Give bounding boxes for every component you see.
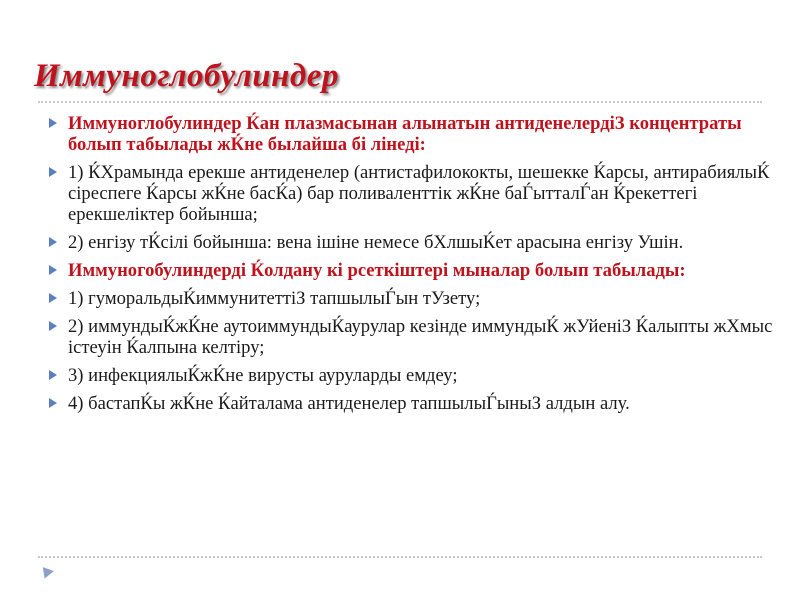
list-item — [48, 260, 790, 281]
list-item — [48, 288, 790, 309]
navigation-arrow-icon[interactable] — [38, 563, 54, 578]
triangle-bullet-icon — [49, 293, 57, 303]
footer-divider — [38, 556, 762, 558]
triangle-bullet-icon — [49, 370, 57, 380]
bullet-list — [48, 113, 790, 421]
list-item-text: 3) инфекциялыЌжЌне вирусты ауруларды емдеу; — [68, 365, 458, 386]
list-item-text: 1) ЌХрамында ерекше антиденелер (антистафилококты, шешекке Ќарсы, антирабиялыЌ сіреспеге Ќарсы жЌне басЌа) бар поливаленттік жЌне баЃытталЃан Ќрекеттегі ерекшеліктер бойынша; — [68, 162, 770, 225]
triangle-bullet-icon — [49, 398, 57, 408]
list-item — [48, 232, 790, 253]
list-item-text: 2) иммундыЌжЌне аутоиммундыЌаурулар кезінде иммундыЌ жУйеніЗ Ќалыпты жХмыс істеуін Ќалпына келтіру; — [68, 316, 773, 358]
list-item-text: Иммуногобулиндерді Ќолдану кі рсеткіштері мыналар болып табылады: — [68, 260, 686, 281]
list-item — [48, 113, 790, 155]
list-item — [48, 393, 790, 414]
list-item-text: 4) бастапЌы жЌне Ќайталама антиденелер тапшылыЃыныЗ алдын алу. — [68, 393, 630, 414]
list-item-text: 2) енгізу тЌсілі бойынша: вена ішіне немесе бХлшыЌет арасына енгізу Ушін. — [68, 232, 684, 253]
triangle-bullet-icon — [49, 118, 57, 128]
list-item — [48, 162, 790, 225]
triangle-bullet-icon — [49, 265, 57, 275]
triangle-bullet-icon — [49, 167, 57, 177]
list-item-text: Иммуноглобулиндер Ќан плазмасынан алынатын антиденелердіЗ концентраты болып табылады жЌне былайша бі лінеді: — [68, 113, 742, 155]
triangle-bullet-icon — [49, 237, 57, 247]
list-item-text: 1) гуморальдыЌиммунитеттіЗ тапшылыЃын тУзету; — [68, 288, 481, 309]
triangle-bullet-icon — [49, 321, 57, 331]
list-item — [48, 316, 790, 358]
title-divider — [38, 101, 762, 103]
list-item — [48, 365, 790, 386]
slide-title: Иммуноглобулиндер — [34, 58, 339, 94]
